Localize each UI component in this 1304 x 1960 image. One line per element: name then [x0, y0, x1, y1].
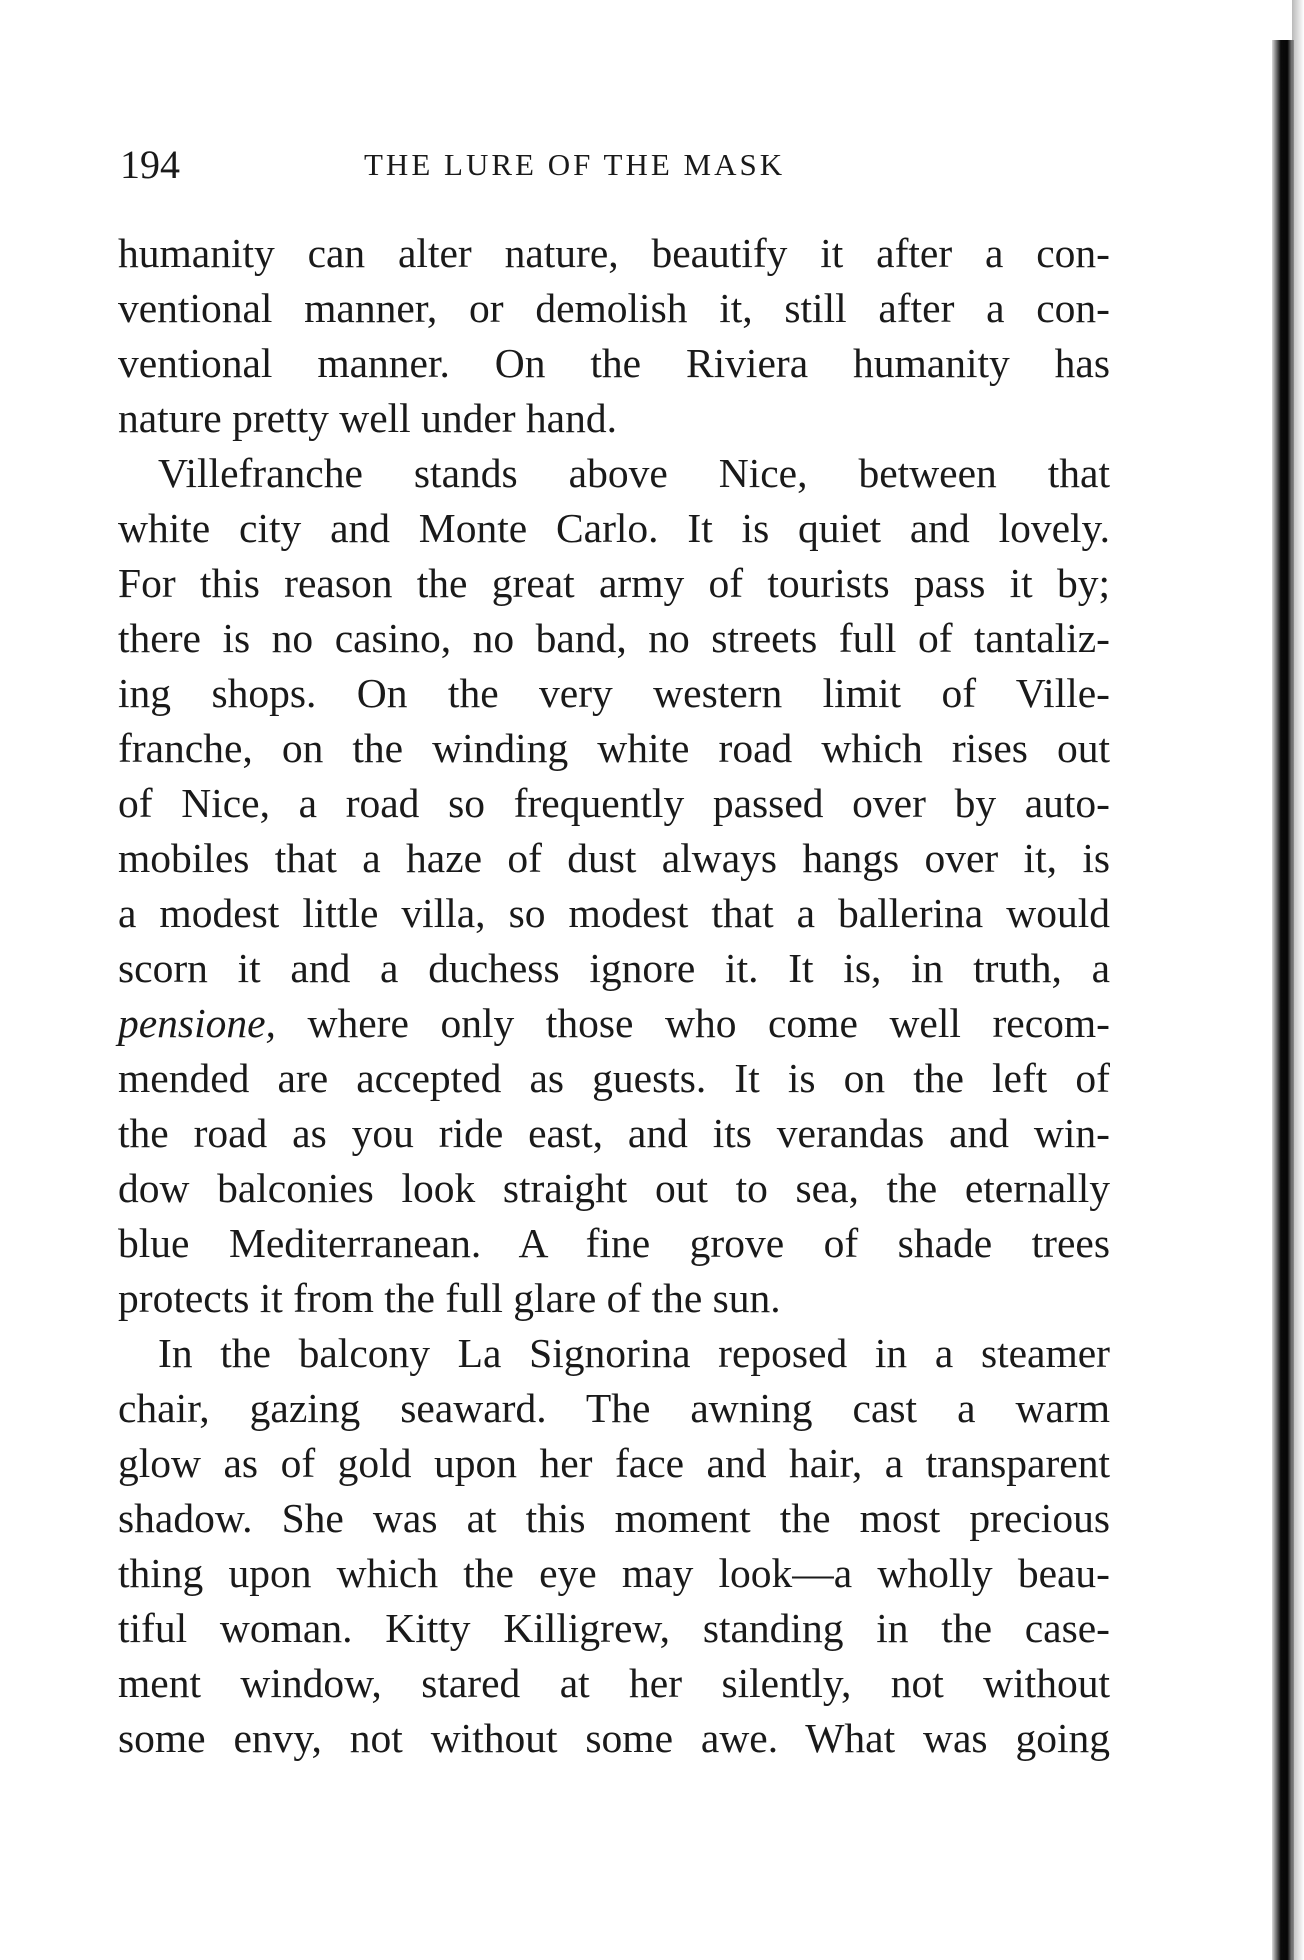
text-line: some envy, not without some awe. What was going [118, 1715, 1110, 1761]
text-line: tiful woman. Kitty Killigrew, standing in the case- [118, 1605, 1110, 1651]
text-line: mobiles that a haze of dust always hangs over it, is [118, 835, 1110, 881]
binding-highlight [1292, 0, 1304, 1960]
text-line: nature pretty well under hand. [118, 395, 617, 441]
text-line: chair, gazing seaward. The awning cast a warm [118, 1385, 1110, 1431]
text-line: scorn it and a duchess ignore it. It is, in truth, a [118, 945, 1110, 991]
text-line: Villefranche stands above Nice, between that [158, 450, 1110, 496]
page-number: 194 [120, 142, 180, 187]
page-header [120, 140, 1110, 190]
binding-shadow [1272, 40, 1294, 1960]
text-line: thing upon which the eye may look—a wholly beau- [118, 1550, 1110, 1596]
italic-word: pensione, [118, 1000, 276, 1046]
body-text [118, 226, 1110, 1766]
text-line: dow balconies look straight out to sea, the eternally [118, 1165, 1110, 1211]
text-line: glow as of gold upon her face and hair, a transparent [118, 1440, 1110, 1486]
text-line: white city and Monte Carlo. It is quiet and lovely. [118, 505, 1110, 551]
text-line: In the balcony La Signorina reposed in a steamer [158, 1330, 1110, 1376]
text-line: ing shops. On the very western limit of Ville- [118, 670, 1110, 716]
text-line: humanity can alter nature, beautify it after a con- [118, 230, 1110, 276]
text-line: ventional manner, or demolish it, still after a con- [118, 285, 1110, 331]
text-line: protects it from the full glare of the sun. [118, 1275, 781, 1321]
text-line: For this reason the great army of tourists pass it by; [118, 560, 1110, 606]
text-line: the road as you ride east, and its verandas and win- [118, 1110, 1110, 1156]
text-line: ventional manner. On the Riviera humanity has [118, 340, 1110, 386]
text-line: ment window, stared at her silently, not without [118, 1660, 1110, 1706]
text-line: franche, on the winding white road which rises out [118, 725, 1110, 771]
text-line: of Nice, a road so frequently passed over by auto- [118, 780, 1110, 826]
text-line-with-italic [118, 996, 1110, 1051]
book-binding-edge [1254, 0, 1304, 1960]
text-line: mended are accepted as guests. It is on the left of [118, 1055, 1110, 1101]
running-title: THE LURE OF THE MASK [364, 147, 786, 182]
text-line-remainder: where only those who come well recom- [307, 1000, 1110, 1046]
text-line: there is no casino, no band, no streets full of tantaliz- [118, 615, 1110, 661]
text-line: blue Mediterranean. A fine grove of shade trees [118, 1220, 1110, 1266]
text-line: shadow. She was at this moment the most precious [118, 1495, 1110, 1541]
text-line: a modest little villa, so modest that a ballerina would [118, 890, 1110, 936]
